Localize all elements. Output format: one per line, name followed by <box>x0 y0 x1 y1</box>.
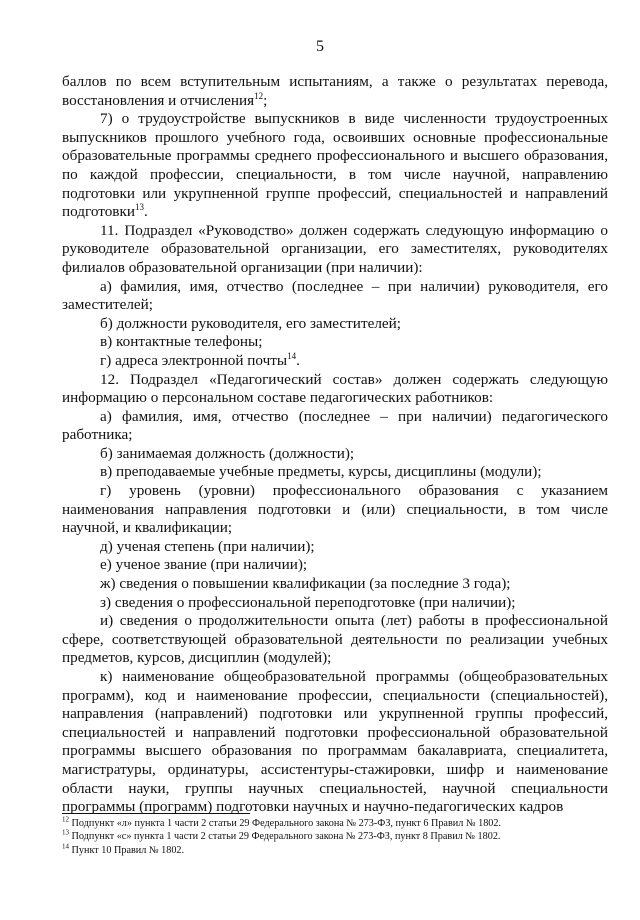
paragraph-text: баллов по всем вступительным испытаниям, а также о результатах перевода, восстановления и отчисления <box>62 73 608 109</box>
punctuation: . <box>143 203 148 221</box>
list-item-k: к) наименование общеобразовательной программы (общеобразовательных программ), код и наименование профессии, специальности (специальностей), направления (направлений) подготовки или укрупненной группы профессий, специальностей и направлений подготовки профессиональной образовательной программы высшего образования по программам бакалавриата, специалитета, магистратуры, ординатуры, ассистентуры-стажировки, шифр и наименование области науки, группы научных специальностей, научной специальности программы (программ) подготовки научных и научно-педагогических кадров <box>62 668 608 816</box>
footnote-text: Подпункт «с» пункта 1 части 2 статьи 29 Федерального закона № 273-ФЗ, пункт 8 Правил № 1802. <box>69 831 501 843</box>
list-item-e: е) ученое звание (при наличии); <box>100 556 308 574</box>
paragraph-text: г) адреса электронной почты <box>100 351 288 369</box>
list-item-z: з) сведения о профессиональной переподготовке (при наличии); <box>100 593 516 611</box>
footnote-14 <box>62 844 608 857</box>
paragraph-admission-results <box>62 73 608 110</box>
paragraph-12-teaching-staff: 12. Подраздел «Педагогический состав» должен содержать следующую информацию о персональном составе педагогических работников: <box>62 370 608 407</box>
footnote-ref-13[interactable]: 13 <box>134 202 144 213</box>
list-item-b: б) должности руководителя, его заместителей; <box>100 314 401 332</box>
footnote-ref-14[interactable]: 14 <box>287 350 297 361</box>
footnote-number: 12 <box>62 815 69 824</box>
paragraph-text: 7) о трудоустройстве выпускников в виде численности трудоустроенных выпускников прошлого учебного года, освоивших основные профессиональные образовательные программы среднего профессионального и высшего образования, по каждой профессии, специальности, в том числе научной, направлению подготовки или укрупненной группе профессий, специальностей и направлений подготовки <box>62 110 608 221</box>
footnote-text: Подпункт «л» пункта 1 части 2 статьи 29 Федерального закона № 273-ФЗ, пункт 6 Правил № 1802. <box>69 818 502 829</box>
list-item-a: а) фамилия, имя, отчество (последнее – при наличии) руководителя, его заместителей; <box>62 277 608 314</box>
list-item-d: д) ученая степень (при наличии); <box>100 537 315 555</box>
list-item-g: г) уровень (уровни) профессионального образования с указанием наименования направления подготовки и (или) специальности, в том числе научной, и квалификации; <box>62 482 608 537</box>
footnote-number: 13 <box>62 829 69 838</box>
punctuation: ; <box>263 91 268 109</box>
list-item-b: б) занимаемая должность (должности); <box>100 444 355 462</box>
footnote-12 <box>62 817 608 830</box>
footnote-number: 14 <box>62 842 69 851</box>
footnotes <box>62 817 608 857</box>
list-item-a: а) фамилия, имя, отчество (последнее – при наличии) педагогического работника; <box>62 407 608 444</box>
punctuation: . <box>296 351 300 369</box>
list-item-i: и) сведения о продолжительности опыта (лет) работы в профессиональной сфере, соответствующей образовательной деятельности по реализации учебных предметов, курсов, дисциплин (модулей); <box>62 612 608 667</box>
list-item-zh: ж) сведения о повышении квалификации (за последние 3 года); <box>100 575 511 593</box>
footnote-ref-12[interactable]: 12 <box>254 90 264 101</box>
document-body <box>62 73 608 817</box>
footnote-divider <box>62 813 250 814</box>
list-item-v: в) преподаваемые учебные предметы, курсы, дисциплины (модули); <box>100 463 542 481</box>
list-item-v: в) контактные телефоны; <box>100 333 263 351</box>
paragraph-11-management: 11. Подраздел «Руководство» должен содержать следующую информацию о руководителе образовательной организации, его заместителях, руководителях филиалов образовательной организации (при наличии): <box>62 221 608 276</box>
paragraph-employment <box>62 110 608 222</box>
list-item-g <box>62 352 608 371</box>
footnote-text: Пункт 10 Правил № 1802. <box>69 844 185 856</box>
page-number: 5 <box>316 38 324 55</box>
footnote-13 <box>62 830 608 843</box>
